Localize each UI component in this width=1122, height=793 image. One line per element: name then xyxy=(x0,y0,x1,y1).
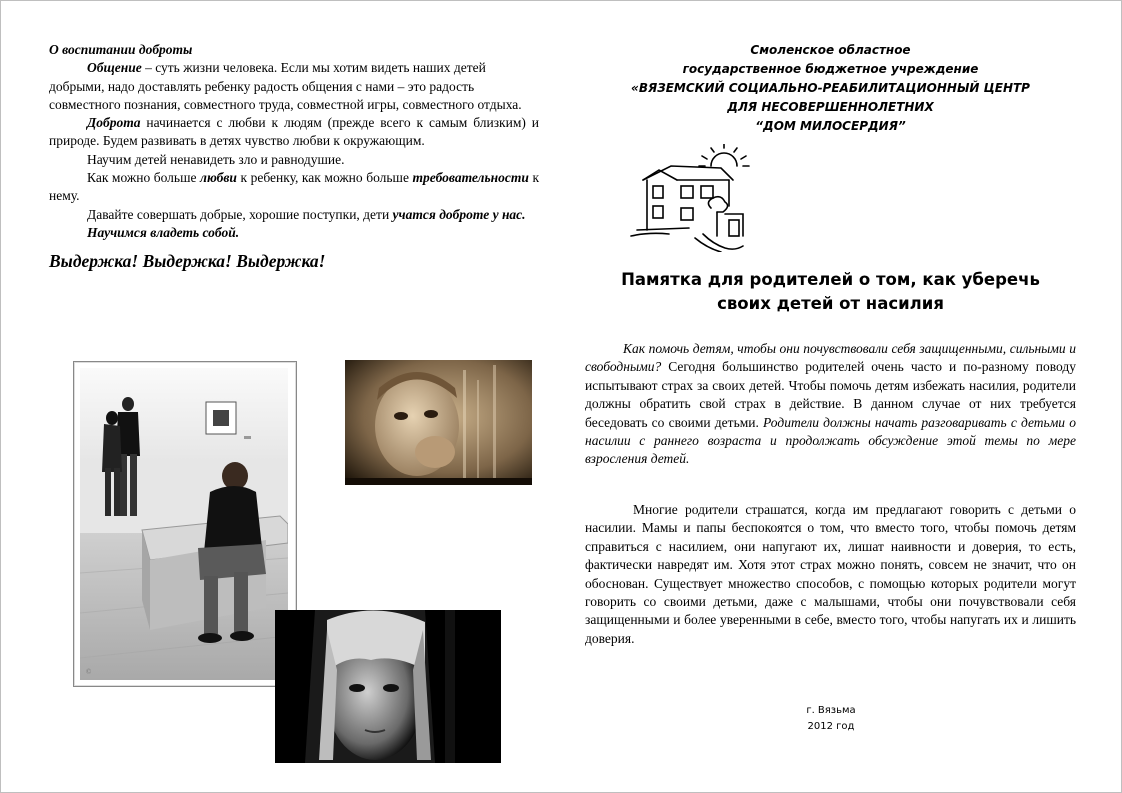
paragraph-kindness xyxy=(49,114,539,151)
term-communication: Общение xyxy=(87,60,142,76)
svg-text:©: © xyxy=(86,668,92,676)
fears-text: Многие родители страшатся, когда им предлагают говорить с детьми о насилии. Мамы и папы беспокоятся о том, что вместо того, чтобы помочь детям справиться с насилием, они напугают их, лишат наивности и доверия, то есть, фактически навредят им. Хотя этот страх можно понять, совсем не значит, что он обоснован. Существует множество способов, с помощью которых родители могут говорить со своими детьми, даже с малышами, чтобы они почувствовали себя защищенными и более уверенными в себе, вместо того, чтобы напугать их и лишить доверия. xyxy=(585,502,1076,646)
paragraph-intro xyxy=(585,340,1076,469)
paragraph-communication xyxy=(49,59,539,114)
paragraph-text: Давайте совершать добрые, хорошие поступки, дети xyxy=(87,206,393,222)
org-line: Смоленское областное xyxy=(750,43,911,57)
paragraph-deeds xyxy=(49,206,539,224)
org-line: “ДОМ МИЛОСЕРДИЯ” xyxy=(755,119,906,133)
org-line: «ВЯЗЕМСКИЙ СОЦИАЛЬНО-РЕАБИЛИТАЦИОННЫЙ ЦЕНТР xyxy=(631,81,1030,95)
girl-photo-image xyxy=(275,610,501,763)
paragraph-fears xyxy=(585,501,1076,648)
photo-sad-girl xyxy=(275,610,501,763)
boy-photo-image xyxy=(345,360,532,485)
memo-title-line: своих детей от насилия xyxy=(717,294,944,313)
paragraph-text: к ребенку, как можно больше xyxy=(236,170,413,186)
memo-title-line: Памятка для родителей о том, как уберечь xyxy=(621,270,1040,289)
right-column xyxy=(585,41,1076,136)
paragraph-love xyxy=(49,169,539,206)
paragraph-text: начинается с любви к людям (прежде всего к самым близким) и природе. Будем развивать в детях чувство любви к окружающим. xyxy=(49,115,539,149)
paragraph-text: Как можно больше xyxy=(87,170,201,186)
slogan: Выдержка! Выдержка! Выдержка! xyxy=(49,251,326,272)
paragraph-self-control: Научимся владеть собой. xyxy=(87,224,240,240)
paragraph-evil: Научим детей ненавидеть зло и равнодушие. xyxy=(87,151,345,167)
term-demands: требовательности xyxy=(412,170,529,186)
term-learn: учатся доброте у нас. xyxy=(392,206,526,222)
house-sun-icon xyxy=(629,144,751,252)
year-label: 2012 год xyxy=(807,721,855,732)
intro-text: Сегодня большинство родителей очень часто и по-разному поводу испытывают страх за своих детей. Чтобы помочь детям избежать насилия, родители должны обратить свой страх в действие. В данном случае от них требуется беседовать со своими детьми. xyxy=(585,359,1076,430)
intro-question: Как помочь детям, чтобы они почувствовали себя защищенными, сильными и свободными? xyxy=(585,341,1076,375)
photo-boy-on-bench xyxy=(73,361,297,687)
paragraph-text: к нему. xyxy=(49,170,540,204)
city-label: г. Вязьма xyxy=(806,705,856,716)
gallery-photo-image xyxy=(80,368,288,680)
house-logo-drawing xyxy=(629,144,751,252)
term-love: любви xyxy=(200,170,237,186)
left-column xyxy=(49,41,539,271)
intro-advice: Родители должны начать разговаривать с детьми о насилии с раннего возраста и продолжать обсуждение этой темы по мере взросления детей. xyxy=(585,414,1076,467)
org-line: государственное бюджетное учреждение xyxy=(682,62,979,76)
org-line: ДЛЯ НЕСОВЕРШЕННОЛЕТНИХ xyxy=(727,100,934,114)
paragraph-text: – суть жизни человека. Если мы хотим видеть наших детей добрыми, надо доставлять ребенку радость общения с нами – это радость совместного познания, совместного труда, совместной игры, совместного отдыха. xyxy=(49,60,522,112)
footer xyxy=(761,703,901,735)
memo-title xyxy=(585,268,1076,316)
term-kindness: Доброта xyxy=(87,115,141,131)
photo-crying-boy xyxy=(345,360,532,485)
organization-name xyxy=(585,41,1076,136)
section-heading: О воспитании доброты xyxy=(49,42,193,57)
